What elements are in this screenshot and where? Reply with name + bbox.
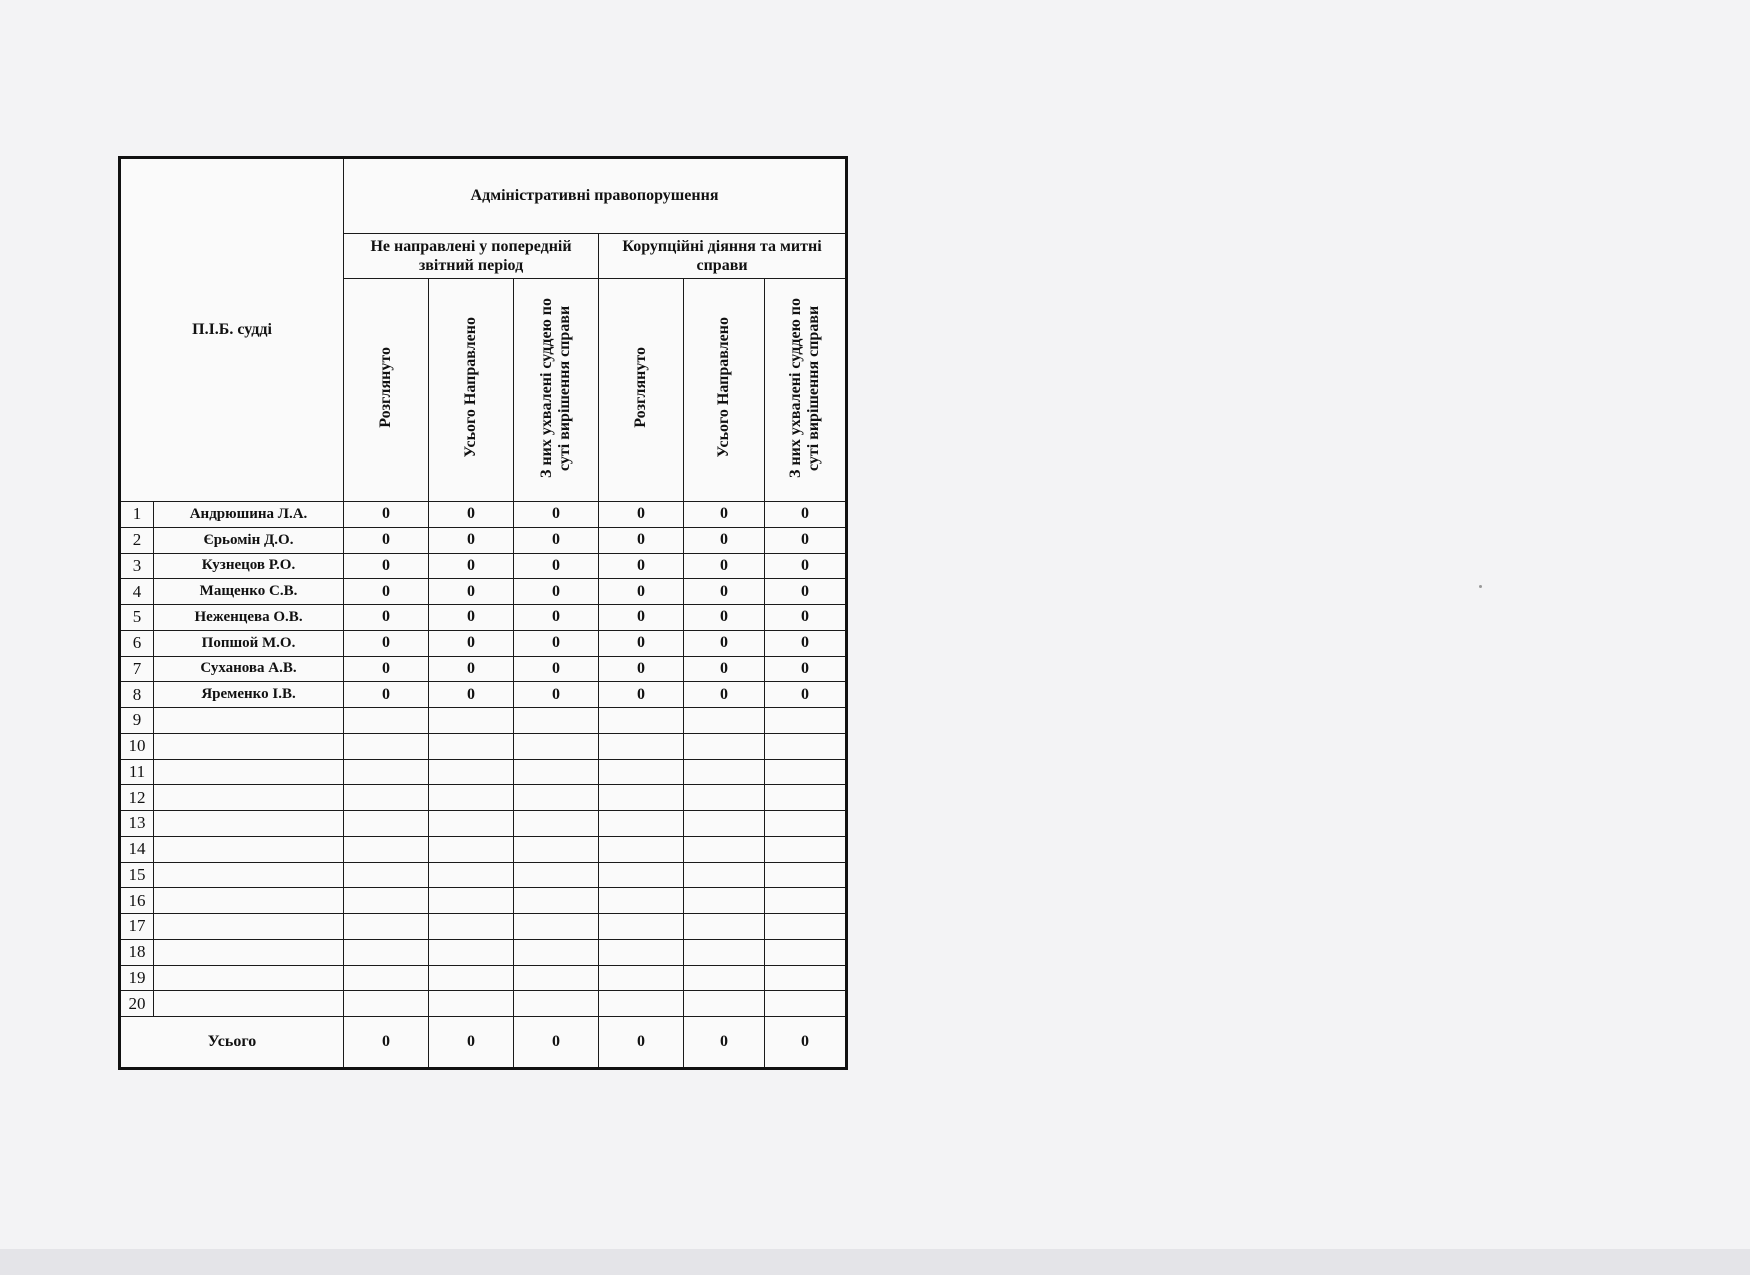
cell-value: 0 bbox=[599, 682, 684, 708]
cell-value bbox=[344, 862, 429, 888]
cell-value bbox=[514, 811, 599, 837]
cell-value: 0 bbox=[514, 502, 599, 528]
cell-value: 0 bbox=[765, 630, 847, 656]
scan-speck bbox=[1479, 585, 1482, 588]
cell-value bbox=[765, 862, 847, 888]
cell-value bbox=[684, 836, 765, 862]
table-row bbox=[120, 553, 847, 579]
cell-value bbox=[344, 836, 429, 862]
cell-value: 0 bbox=[684, 605, 765, 631]
total-value: 0 bbox=[599, 1017, 684, 1069]
cell-value bbox=[429, 888, 514, 914]
table-row bbox=[120, 579, 847, 605]
cell-value: 0 bbox=[344, 656, 429, 682]
table-row bbox=[120, 527, 847, 553]
cell-value bbox=[599, 733, 684, 759]
cell-value: 0 bbox=[765, 682, 847, 708]
table-row bbox=[120, 836, 847, 862]
cell-value: 0 bbox=[684, 682, 765, 708]
cell-value: 0 bbox=[599, 579, 684, 605]
cell-value bbox=[429, 991, 514, 1017]
cell-value: 0 bbox=[599, 527, 684, 553]
cell-value bbox=[429, 965, 514, 991]
judge-name-header: П.І.Б. судді bbox=[120, 158, 344, 502]
cell-value: 0 bbox=[344, 527, 429, 553]
row-number: 2 bbox=[120, 527, 154, 553]
cell-value bbox=[684, 965, 765, 991]
cell-value bbox=[765, 759, 847, 785]
cell-value bbox=[429, 862, 514, 888]
cell-value bbox=[429, 914, 514, 940]
cell-value: 0 bbox=[514, 682, 599, 708]
judge-name bbox=[154, 991, 344, 1017]
cell-value: 0 bbox=[344, 579, 429, 605]
table-footer bbox=[120, 1017, 847, 1069]
row-number: 11 bbox=[120, 759, 154, 785]
judge-name bbox=[154, 836, 344, 862]
table-row bbox=[120, 733, 847, 759]
table-header bbox=[120, 158, 847, 502]
row-number: 16 bbox=[120, 888, 154, 914]
cell-value bbox=[599, 914, 684, 940]
cell-value bbox=[514, 836, 599, 862]
subheader-total-sent-2: Усього Направлено bbox=[684, 279, 765, 502]
judge-name bbox=[154, 708, 344, 734]
cell-value: 0 bbox=[765, 527, 847, 553]
cell-value bbox=[344, 811, 429, 837]
cell-value bbox=[514, 991, 599, 1017]
row-number: 6 bbox=[120, 630, 154, 656]
cell-value: 0 bbox=[429, 656, 514, 682]
cell-value: 0 bbox=[429, 682, 514, 708]
table-row bbox=[120, 682, 847, 708]
row-number: 14 bbox=[120, 836, 154, 862]
judge-name: Яременко І.В. bbox=[154, 682, 344, 708]
cell-value bbox=[514, 939, 599, 965]
cell-value: 0 bbox=[765, 553, 847, 579]
table-row bbox=[120, 708, 847, 734]
judge-name: Неженцева О.В. bbox=[154, 605, 344, 631]
cell-value bbox=[344, 759, 429, 785]
cell-value bbox=[429, 836, 514, 862]
judge-name bbox=[154, 888, 344, 914]
cell-value: 0 bbox=[684, 630, 765, 656]
judge-name bbox=[154, 914, 344, 940]
cell-value bbox=[765, 733, 847, 759]
cell-value: 0 bbox=[344, 502, 429, 528]
table-row bbox=[120, 991, 847, 1017]
cell-value: 0 bbox=[429, 502, 514, 528]
cell-value bbox=[344, 733, 429, 759]
table-body bbox=[120, 502, 847, 1017]
cell-value bbox=[765, 708, 847, 734]
group-header-corruption: Корупційні діяння та митні справи bbox=[599, 234, 847, 279]
cell-value bbox=[684, 759, 765, 785]
cell-value bbox=[514, 888, 599, 914]
row-number: 7 bbox=[120, 656, 154, 682]
cell-value: 0 bbox=[765, 605, 847, 631]
cell-value: 0 bbox=[599, 656, 684, 682]
table-row bbox=[120, 811, 847, 837]
cell-value: 0 bbox=[429, 605, 514, 631]
cell-value bbox=[429, 939, 514, 965]
judge-name bbox=[154, 759, 344, 785]
cell-value bbox=[599, 939, 684, 965]
row-number: 18 bbox=[120, 939, 154, 965]
cell-value bbox=[684, 785, 765, 811]
cell-value: 0 bbox=[599, 630, 684, 656]
table-row bbox=[120, 605, 847, 631]
total-value: 0 bbox=[344, 1017, 429, 1069]
row-number: 9 bbox=[120, 708, 154, 734]
cell-value: 0 bbox=[514, 553, 599, 579]
cell-value bbox=[684, 733, 765, 759]
cell-value bbox=[765, 939, 847, 965]
judge-name: Попшой М.О. bbox=[154, 630, 344, 656]
cell-value bbox=[684, 888, 765, 914]
cell-value: 0 bbox=[599, 553, 684, 579]
cell-value bbox=[765, 836, 847, 862]
cell-value: 0 bbox=[514, 527, 599, 553]
row-number: 3 bbox=[120, 553, 154, 579]
cell-value bbox=[599, 991, 684, 1017]
cell-value bbox=[599, 811, 684, 837]
cell-value: 0 bbox=[429, 527, 514, 553]
cell-value bbox=[514, 708, 599, 734]
group-header-not-sent: Не направлені у попередній звітний період bbox=[344, 234, 599, 279]
cell-value bbox=[514, 785, 599, 811]
table-row bbox=[120, 939, 847, 965]
cell-value: 0 bbox=[429, 630, 514, 656]
cell-value bbox=[765, 785, 847, 811]
judge-name: Андрюшина Л.А. bbox=[154, 502, 344, 528]
cell-value bbox=[344, 914, 429, 940]
cell-value: 0 bbox=[684, 527, 765, 553]
total-value: 0 bbox=[684, 1017, 765, 1069]
subheader-considered-1: Розглянуто bbox=[344, 279, 429, 502]
table-row bbox=[120, 759, 847, 785]
cell-value bbox=[514, 862, 599, 888]
table-row bbox=[120, 656, 847, 682]
cell-value bbox=[599, 888, 684, 914]
cell-value: 0 bbox=[514, 630, 599, 656]
cell-value: 0 bbox=[765, 502, 847, 528]
cell-value bbox=[429, 811, 514, 837]
table-row bbox=[120, 785, 847, 811]
cell-value: 0 bbox=[599, 502, 684, 528]
cell-value bbox=[599, 836, 684, 862]
cell-value bbox=[765, 914, 847, 940]
total-value: 0 bbox=[429, 1017, 514, 1069]
cell-value bbox=[599, 965, 684, 991]
scan-bottom-edge bbox=[0, 1249, 1750, 1275]
row-number: 20 bbox=[120, 991, 154, 1017]
row-number: 4 bbox=[120, 579, 154, 605]
cell-value: 0 bbox=[344, 682, 429, 708]
table-row bbox=[120, 502, 847, 528]
row-number: 8 bbox=[120, 682, 154, 708]
cell-value bbox=[514, 965, 599, 991]
judge-name bbox=[154, 939, 344, 965]
cell-value: 0 bbox=[344, 630, 429, 656]
judge-name bbox=[154, 785, 344, 811]
cell-value bbox=[429, 733, 514, 759]
cell-value bbox=[344, 708, 429, 734]
cell-value bbox=[429, 759, 514, 785]
cell-value bbox=[429, 785, 514, 811]
report-table bbox=[118, 156, 848, 1070]
cell-value: 0 bbox=[765, 579, 847, 605]
cell-value bbox=[344, 965, 429, 991]
subheader-total-sent-1: Усього Направлено bbox=[429, 279, 514, 502]
cell-value bbox=[684, 939, 765, 965]
judge-name bbox=[154, 965, 344, 991]
cell-value bbox=[344, 991, 429, 1017]
cell-value bbox=[344, 785, 429, 811]
total-value: 0 bbox=[765, 1017, 847, 1069]
main-header: Адміністративні правопорушення bbox=[344, 158, 847, 234]
cell-value: 0 bbox=[514, 579, 599, 605]
cell-value: 0 bbox=[684, 502, 765, 528]
row-number: 19 bbox=[120, 965, 154, 991]
judge-name: Мащенко С.В. bbox=[154, 579, 344, 605]
cell-value bbox=[684, 991, 765, 1017]
cell-value bbox=[599, 862, 684, 888]
cell-value: 0 bbox=[599, 605, 684, 631]
cell-value bbox=[429, 708, 514, 734]
cell-value: 0 bbox=[344, 605, 429, 631]
subheader-decided-2: З них ухвалені суддею по суті вирішення справи bbox=[765, 279, 847, 502]
subheader-considered-2: Розглянуто bbox=[599, 279, 684, 502]
table-row bbox=[120, 914, 847, 940]
cell-value bbox=[514, 914, 599, 940]
judge-name: Єрьомін Д.О. bbox=[154, 527, 344, 553]
cell-value bbox=[514, 759, 599, 785]
cell-value bbox=[344, 888, 429, 914]
table-row bbox=[120, 862, 847, 888]
judge-name bbox=[154, 862, 344, 888]
total-value: 0 bbox=[514, 1017, 599, 1069]
row-number: 13 bbox=[120, 811, 154, 837]
row-number: 5 bbox=[120, 605, 154, 631]
row-number: 17 bbox=[120, 914, 154, 940]
cell-value: 0 bbox=[429, 553, 514, 579]
cell-value: 0 bbox=[514, 656, 599, 682]
cell-value bbox=[684, 862, 765, 888]
cell-value bbox=[599, 759, 684, 785]
table-row bbox=[120, 888, 847, 914]
row-number: 12 bbox=[120, 785, 154, 811]
table-row bbox=[120, 965, 847, 991]
cell-value bbox=[684, 811, 765, 837]
cell-value: 0 bbox=[514, 605, 599, 631]
cell-value bbox=[599, 785, 684, 811]
row-number: 10 bbox=[120, 733, 154, 759]
judge-name bbox=[154, 733, 344, 759]
cell-value bbox=[514, 733, 599, 759]
cell-value: 0 bbox=[684, 553, 765, 579]
row-number: 15 bbox=[120, 862, 154, 888]
total-label: Усього bbox=[120, 1017, 344, 1069]
table-row bbox=[120, 630, 847, 656]
cell-value bbox=[765, 991, 847, 1017]
subheader-decided-1: З них ухвалені суддею по суті вирішення справи bbox=[514, 279, 599, 502]
cell-value bbox=[684, 914, 765, 940]
judge-name: Суханова А.В. bbox=[154, 656, 344, 682]
cell-value: 0 bbox=[344, 553, 429, 579]
cell-value: 0 bbox=[684, 579, 765, 605]
cell-value bbox=[599, 708, 684, 734]
row-number: 1 bbox=[120, 502, 154, 528]
judge-name: Кузнецов Р.О. bbox=[154, 553, 344, 579]
cell-value bbox=[765, 965, 847, 991]
cell-value bbox=[765, 811, 847, 837]
cell-value: 0 bbox=[765, 656, 847, 682]
cell-value: 0 bbox=[429, 579, 514, 605]
cell-value bbox=[344, 939, 429, 965]
cell-value bbox=[765, 888, 847, 914]
cell-value: 0 bbox=[684, 656, 765, 682]
judge-name bbox=[154, 811, 344, 837]
cell-value bbox=[684, 708, 765, 734]
